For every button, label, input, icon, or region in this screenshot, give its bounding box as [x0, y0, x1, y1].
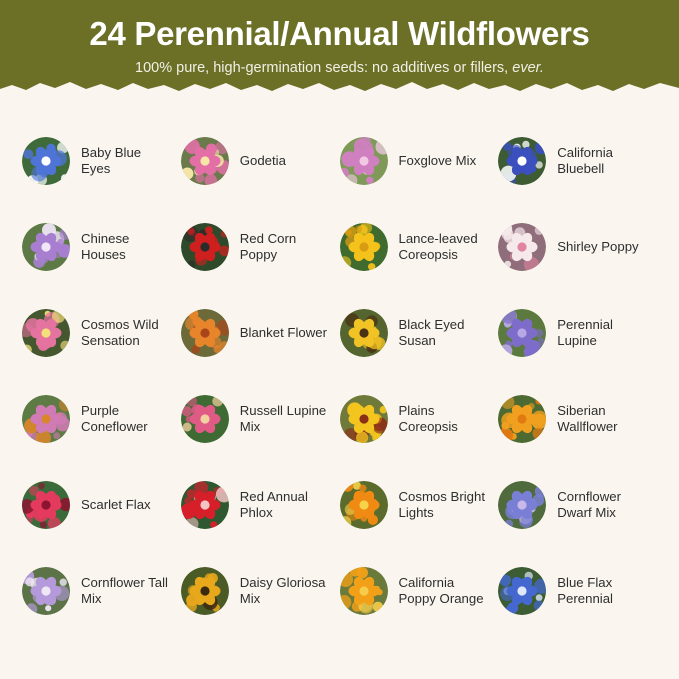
flower-name-label: Blanket Flower: [239, 325, 327, 340]
flower-thumb-chinese-houses: [22, 223, 70, 271]
flower-thumb-purple-coneflower: [22, 395, 70, 443]
flower-name-label: Purple Coneflower: [81, 403, 148, 434]
flower-grid-item[interactable]: [181, 204, 340, 290]
flower-thumb-shirley-poppy: [498, 223, 546, 271]
flower-name-label: Cornflower Dwarf Mix: [557, 489, 622, 520]
flower-name-label: Lance-leaved Coreopsis: [398, 231, 478, 262]
flower-grid-item[interactable]: [22, 548, 181, 634]
flower-thumb-cosmos-wild-sensation: [22, 309, 70, 357]
flower-thumb-red-annual-phlox: [181, 481, 229, 529]
flower-name-label: Red Corn Poppy: [239, 231, 297, 262]
flower-grid-item[interactable]: [340, 118, 499, 204]
flower-thumb-plains-coreopsis: [340, 395, 388, 443]
flower-name-label: Black Eyed Susan: [398, 317, 465, 348]
flower-thumb-california-poppy-orange: [340, 567, 388, 615]
page-subtitle: [0, 58, 679, 78]
flower-grid-item[interactable]: [181, 290, 340, 376]
flower-grid-item[interactable]: [498, 118, 657, 204]
flower-grid-item[interactable]: [498, 548, 657, 634]
flower-name-label: Cosmos Wild Sensation: [81, 317, 159, 348]
flower-thumb-baby-blue-eyes: [22, 137, 70, 185]
torn-paper-edge-icon: [0, 77, 679, 96]
flower-grid-item[interactable]: [340, 548, 499, 634]
flower-grid-item[interactable]: [181, 118, 340, 204]
flower-grid-item[interactable]: [340, 462, 499, 548]
flower-name-label: Cosmos Bright Lights: [398, 489, 485, 520]
flower-thumb-siberian-wallflower: [498, 395, 546, 443]
flower-grid-item[interactable]: [22, 462, 181, 548]
flower-grid: [0, 118, 679, 634]
flower-thumb-perennial-lupine: [498, 309, 546, 357]
flower-grid-item[interactable]: [181, 548, 340, 634]
flower-grid-item[interactable]: [498, 204, 657, 290]
flower-thumb-blue-flax-perennial: [498, 567, 546, 615]
flower-name-label: Baby Blue Eyes: [81, 145, 142, 176]
flower-name-label: California Poppy Orange: [398, 575, 484, 606]
flower-thumb-godetia: [181, 137, 229, 185]
flower-name-label: Daisy Gloriosa Mix: [239, 575, 326, 606]
flower-thumb-russell-lupine-mix: [181, 395, 229, 443]
flower-thumb-red-corn-poppy: [181, 223, 229, 271]
flower-name-label: Chinese Houses: [81, 231, 130, 262]
flower-grid-item[interactable]: [22, 290, 181, 376]
flower-name-label: Cornflower Tall Mix: [81, 575, 168, 606]
flower-thumb-california-bluebell: [498, 137, 546, 185]
flower-grid-item[interactable]: [498, 376, 657, 462]
flower-thumb-cornflower-dwarf-mix: [498, 481, 546, 529]
flower-name-label: Siberian Wallflower: [557, 403, 618, 434]
subtitle-emphasis: ever.: [512, 60, 544, 76]
flower-thumb-lance-leaved-coreopsis: [340, 223, 388, 271]
flower-thumb-blanket-flower: [181, 309, 229, 357]
page-title: 24 Perennial/Annual Wildflowers: [89, 15, 590, 52]
flower-grid-item[interactable]: [340, 204, 499, 290]
flower-grid-item[interactable]: [22, 118, 181, 204]
flower-grid-item[interactable]: [22, 376, 181, 462]
flower-grid-item[interactable]: [22, 204, 181, 290]
flower-name-label: Godetia: [239, 153, 286, 168]
flower-name-label: Russell Lupine Mix: [239, 403, 327, 434]
poster-header: [0, 0, 679, 96]
flower-thumb-cornflower-tall-mix: [22, 567, 70, 615]
flower-name-label: Foxglove Mix: [398, 153, 477, 168]
flower-grid-item[interactable]: [340, 290, 499, 376]
subtitle-main: 100% pure, high-germination seeds: no additives or fillers,: [135, 60, 513, 76]
flower-thumb-black-eyed-susan: [340, 309, 388, 357]
flower-grid-item[interactable]: [498, 290, 657, 376]
flower-name-label: Perennial Lupine: [557, 317, 613, 348]
flower-grid-item[interactable]: [340, 376, 499, 462]
flower-thumb-scarlet-flax: [22, 481, 70, 529]
flower-thumb-foxglove-mix: [340, 137, 388, 185]
flower-name-label: Red Annual Phlox: [239, 489, 308, 520]
flower-name-label: California Bluebell: [557, 145, 613, 176]
flower-grid-item[interactable]: [181, 376, 340, 462]
flower-name-label: Plains Coreopsis: [398, 403, 458, 434]
flower-name-label: Shirley Poppy: [557, 239, 639, 254]
flower-grid-item[interactable]: [498, 462, 657, 548]
flower-thumb-cosmos-bright-lights: [340, 481, 388, 529]
flower-thumb-daisy-gloriosa-mix: [181, 567, 229, 615]
flower-grid-item[interactable]: [181, 462, 340, 548]
flower-name-label: Scarlet Flax: [81, 497, 151, 512]
flower-name-label: Blue Flax Perennial: [557, 575, 613, 606]
